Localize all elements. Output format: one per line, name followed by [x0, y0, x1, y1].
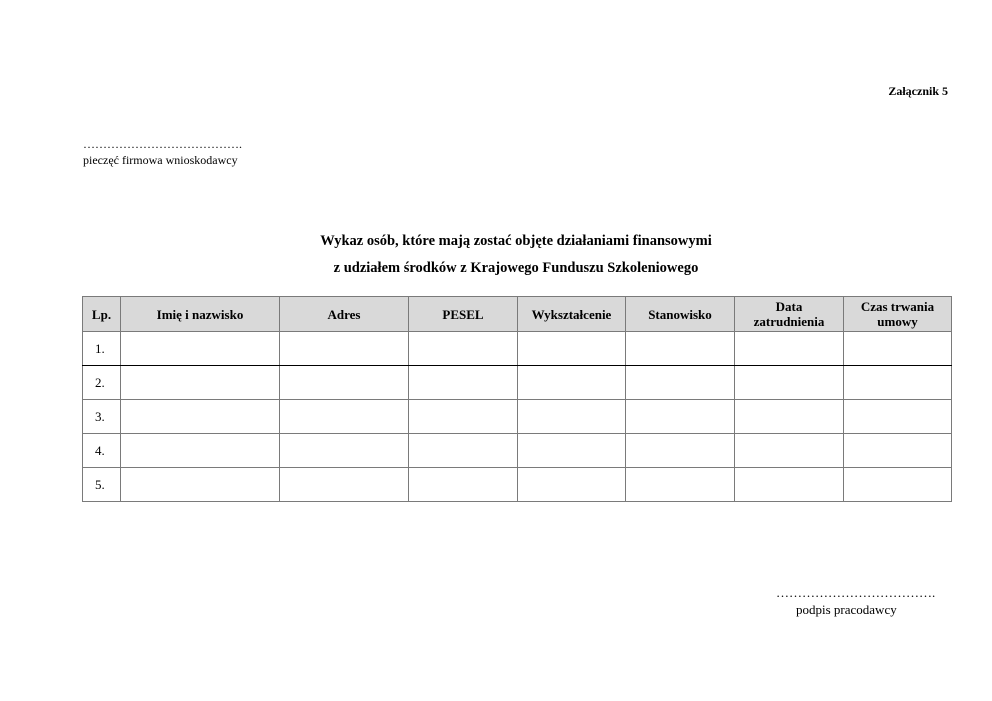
cell-pesel[interactable] [409, 366, 518, 400]
table-row [83, 400, 952, 434]
cell-contract-duration[interactable] [844, 468, 952, 502]
signature-dotted-line: ………………………………. [776, 585, 936, 600]
cell-name[interactable] [121, 434, 280, 468]
stamp-dotted-line: …………………………………. [83, 137, 242, 151]
cell-position[interactable] [626, 366, 735, 400]
cell-position[interactable] [626, 468, 735, 502]
cell-position[interactable] [626, 400, 735, 434]
table-header-row [83, 297, 952, 332]
cell-education[interactable] [518, 468, 626, 502]
cell-employment-date[interactable] [735, 468, 844, 502]
cell-address[interactable] [280, 434, 409, 468]
row-number: 1. [83, 332, 121, 366]
row-number: 3. [83, 400, 121, 434]
cell-pesel[interactable] [409, 468, 518, 502]
document-title [0, 228, 992, 282]
cell-pesel[interactable] [409, 400, 518, 434]
row-number: 4. [83, 434, 121, 468]
table-row [83, 366, 952, 400]
persons-table [82, 296, 952, 502]
cell-position[interactable] [626, 332, 735, 366]
table-row [83, 332, 952, 366]
signature-label: podpis pracodawcy [796, 602, 897, 617]
row-number: 5. [83, 468, 121, 502]
cell-pesel[interactable] [409, 434, 518, 468]
cell-employment-date[interactable] [735, 332, 844, 366]
cell-employment-date[interactable] [735, 366, 844, 400]
cell-address[interactable] [280, 400, 409, 434]
cell-name[interactable] [121, 332, 280, 366]
cell-position[interactable] [626, 434, 735, 468]
header-contract-duration: Czas trwania umowy [844, 297, 952, 332]
header-employment-date: Data zatrudnienia [735, 297, 844, 332]
header-address: Adres [280, 297, 409, 332]
cell-contract-duration[interactable] [844, 434, 952, 468]
cell-education[interactable] [518, 434, 626, 468]
cell-name[interactable] [121, 366, 280, 400]
cell-contract-duration[interactable] [844, 366, 952, 400]
cell-employment-date[interactable] [735, 434, 844, 468]
header-name: Imię i nazwisko [121, 297, 280, 332]
cell-name[interactable] [121, 468, 280, 502]
stamp-label: pieczęć firmowa wnioskodawcy [83, 153, 238, 167]
cell-address[interactable] [280, 468, 409, 502]
attachment-label: Załącznik 5 [888, 84, 948, 98]
header-pesel: PESEL [409, 297, 518, 332]
cell-education[interactable] [518, 400, 626, 434]
title-line-2: z udziałem środków z Krajowego Funduszu Szkoleniowego [333, 260, 699, 276]
cell-education[interactable] [518, 332, 626, 366]
table-row [83, 468, 952, 502]
cell-pesel[interactable] [409, 332, 518, 366]
cell-address[interactable] [280, 332, 409, 366]
cell-name[interactable] [121, 400, 280, 434]
cell-employment-date[interactable] [735, 400, 844, 434]
table-row [83, 434, 952, 468]
employer-signature-block [776, 584, 952, 618]
cell-contract-duration[interactable] [844, 400, 952, 434]
title-line-1: Wykaz osób, które mają zostać objęte działaniami finansowymi [320, 233, 712, 249]
cell-address[interactable] [280, 366, 409, 400]
header-lp: Lp. [83, 297, 121, 332]
cell-contract-duration[interactable] [844, 332, 952, 366]
header-education: Wykształcenie [518, 297, 626, 332]
company-stamp-block [83, 136, 242, 168]
header-position: Stanowisko [626, 297, 735, 332]
cell-education[interactable] [518, 366, 626, 400]
row-number: 2. [83, 366, 121, 400]
